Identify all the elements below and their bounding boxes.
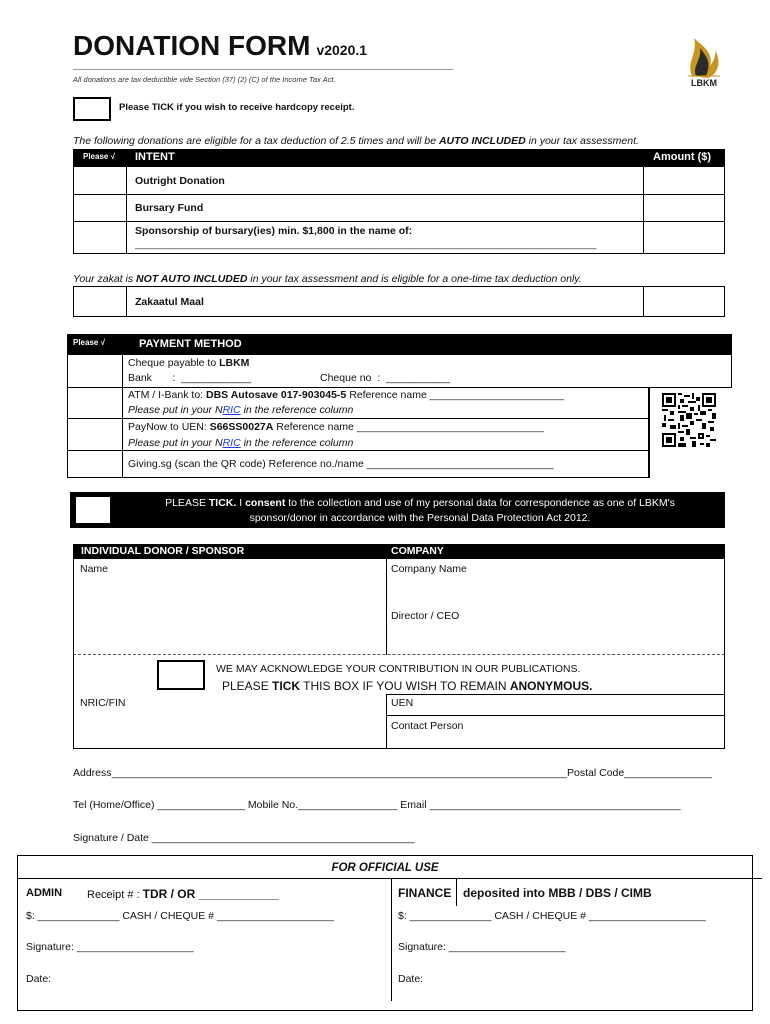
title-divider — [73, 69, 453, 70]
uen-top-border — [386, 694, 725, 695]
consent-pre: PLEASE — [165, 497, 209, 509]
official-use-title: FOR OFFICIAL USE — [331, 862, 439, 874]
paynow-note-link[interactable]: RIC — [222, 437, 241, 449]
logo-text: LBKM — [691, 78, 717, 88]
paynow-note — [128, 437, 353, 449]
finance-label: FINANCE — [398, 886, 452, 900]
nric-input[interactable] — [80, 712, 380, 746]
intent-table-header — [73, 149, 725, 166]
receipt-label: Receipt # : — [87, 889, 143, 901]
payment-row-divider-1 — [67, 418, 649, 419]
payment-col-please: Please √ — [73, 338, 105, 347]
zakat-note-post: in your tax assessment and is eligible for a one-time tax deduction only. — [247, 273, 582, 285]
payment-tick-cheque[interactable] — [68, 355, 121, 387]
intent-tick-outright[interactable] — [74, 167, 125, 193]
finance-date-label: Date: — [398, 973, 424, 985]
cheque-payee: LBKM — [219, 357, 250, 369]
consent-post: to the collection and use of my personal data for correspondence as one of LBKM's — [285, 497, 675, 509]
form-title-text: DONATION FORM — [73, 30, 311, 61]
finance-amount-line[interactable]: $: ______________ CASH / CHEQUE # ____________________ — [398, 910, 706, 922]
company-name-label: Company Name — [391, 563, 467, 575]
director-label: Director / CEO — [391, 610, 460, 622]
consent-text-line2: sponsor/donor in accordance with the Personal Data Protection Act 2012. — [249, 512, 591, 524]
intent-col-amount: Amount ($) — [653, 151, 712, 163]
hardcopy-receipt-label: Please TICK if you wish to receive hardcopy receipt. — [119, 102, 355, 113]
cheque-line — [128, 357, 249, 369]
form-version: v2020.1 — [316, 42, 368, 58]
zakat-note — [73, 273, 582, 285]
atm-note-post: in the reference column — [240, 404, 354, 416]
consent-text-line1 — [120, 497, 720, 509]
company-header: COMPANY — [391, 545, 444, 557]
tel-line[interactable]: Tel (Home/Office) _______________ Mobile No._________________ Email ___________________________________________ — [73, 799, 681, 811]
amount-bursary-input[interactable] — [644, 195, 724, 220]
zakat-label: Zakaatul Maal — [135, 296, 204, 308]
atm-pre: ATM / I-Bank to: — [128, 389, 206, 401]
eligible-note-bold: AUTO INCLUDED — [438, 135, 526, 147]
zakat-amount-input[interactable] — [644, 287, 724, 316]
qr-code-graphic — [662, 393, 716, 447]
admin-label: ADMIN — [26, 887, 63, 899]
form-title — [73, 30, 367, 62]
payment-row-divider-2 — [67, 450, 649, 451]
consent-word: consent — [245, 497, 286, 509]
atm-note-link[interactable]: RIC — [222, 404, 241, 416]
contact-person-input[interactable] — [391, 733, 721, 747]
amount-outright-input[interactable] — [644, 167, 724, 193]
intent-col-intent: INTENT — [135, 151, 175, 163]
intent-col-divider-1 — [126, 166, 127, 254]
payment-qr-divider — [649, 388, 650, 478]
company-name-input[interactable] — [391, 578, 721, 608]
cheque-bank-field[interactable]: Bank : ____________ — [128, 372, 252, 384]
amount-sponsorship-input[interactable] — [644, 222, 724, 253]
admin-signature-line[interactable]: Signature: ____________________ — [26, 941, 194, 953]
donor-name-label: Name — [80, 563, 109, 575]
intent-row-divider-1 — [73, 194, 725, 195]
acknowledge-line2 — [222, 679, 593, 693]
intent-col-please: Please √ — [83, 152, 115, 161]
finance-signature-line[interactable]: Signature: ____________________ — [398, 941, 566, 953]
zakat-note-pre: Your zakat is — [73, 273, 137, 285]
paynow-pre: PayNow to UEN: — [128, 421, 210, 433]
cheque-number-field[interactable]: Cheque no : ___________ — [320, 372, 451, 384]
individual-header: INDIVIDUAL DONOR / SPONSOR — [81, 545, 245, 557]
payment-tick-giving[interactable] — [68, 451, 121, 477]
sponsorship-name-line[interactable]: _______________________________________________________________________________ — [135, 238, 597, 250]
ack-mid: THIS BOX IF YOU WISH TO REMAIN — [300, 679, 510, 693]
consent-tick: TICK. — [208, 497, 237, 509]
payment-tick-atm[interactable] — [68, 389, 121, 417]
official-title-divider — [17, 878, 762, 879]
intent-outright-label: Outright Donation — [135, 175, 225, 187]
intent-sponsorship-label: Sponsorship of bursary(ies) min. $1,800 in the name of: — [135, 225, 413, 237]
address-line[interactable]: Address______________________________________________________________________________Postal Code_______________ — [73, 767, 712, 779]
atm-reference[interactable]: Reference name _______________________ — [346, 389, 565, 401]
nric-label: NRIC/FIN — [80, 697, 126, 709]
receipt-value[interactable]: TDR / OR ____________ — [142, 887, 279, 901]
ack-pre: PLEASE — [222, 679, 273, 693]
intent-tick-bursary[interactable] — [74, 195, 125, 220]
intent-bursary-label: Bursary Fund — [135, 202, 204, 214]
payment-col-title: PAYMENT METHOD — [139, 338, 242, 350]
finance-deposit: deposited into MBB / DBS / CIMB — [463, 886, 652, 900]
anonymous-checkbox[interactable] — [157, 660, 205, 690]
official-col-divider — [391, 878, 392, 1001]
payment-tick-paynow[interactable] — [68, 419, 121, 449]
atm-line — [128, 389, 564, 401]
donor-col-divider-upper — [386, 559, 387, 655]
signature-date-line[interactable]: Signature / Date _____________________________________________ — [73, 832, 415, 844]
intent-tick-sponsorship[interactable] — [74, 222, 125, 253]
payment-col-divider — [122, 354, 123, 478]
uen-bottom-border — [386, 715, 725, 716]
donor-header — [73, 544, 725, 559]
atm-note — [128, 404, 353, 416]
contact-person-label: Contact Person — [391, 720, 464, 732]
paynow-reference[interactable]: Reference name ________________________________ — [273, 421, 544, 433]
zakat-tick[interactable] — [74, 287, 125, 316]
admin-amount-line[interactable]: $: ______________ CASH / CHEQUE # ____________________ — [26, 910, 334, 922]
atm-note-pre: Please put in your N — [128, 404, 223, 416]
eligible-note-pre: The following donations are eligible for a tax deduction of 2.5 times and will be — [73, 135, 439, 147]
admin-date-label: Date: — [26, 973, 52, 985]
giving-line[interactable]: Giving.sg (scan the QR code) Reference no./name ________________________________ — [128, 458, 554, 470]
consent-mid: I — [236, 497, 246, 509]
donor-name-input[interactable] — [80, 578, 380, 650]
donor-col-divider-lower — [386, 694, 387, 749]
zakat-divider-1 — [126, 286, 127, 317]
paynow-line — [128, 421, 544, 433]
receipt-line — [87, 887, 279, 901]
uen-label: UEN — [391, 697, 414, 709]
finance-label-divider — [456, 878, 457, 906]
atm-account: DBS Autosave 017-903045-5 — [206, 389, 347, 401]
ack-anonymous: ANONYMOUS. — [509, 679, 593, 693]
paynow-note-pre: Please put in your N — [128, 437, 223, 449]
cheque-label-pre: Cheque payable to — [128, 357, 220, 369]
giving-qr-code-icon — [662, 393, 716, 447]
paynow-note-post: in the reference column — [240, 437, 354, 449]
lbkm-logo — [684, 32, 724, 90]
payment-header — [67, 334, 732, 354]
paynow-uen: S66SS0027A — [209, 421, 274, 433]
eligible-note — [73, 135, 639, 147]
intent-row-divider-2 — [73, 221, 725, 222]
eligible-note-post: in your tax assessment. — [525, 135, 639, 147]
tax-subtitle: All donations are tax deductible vide Section (37) (2) (C) of the Income Tax Act. — [73, 75, 336, 84]
director-input[interactable] — [391, 625, 721, 651]
consent-checkbox[interactable] — [75, 496, 111, 524]
ack-tick: TICK — [272, 679, 301, 693]
zakat-note-bold: NOT AUTO INCLUDED — [136, 273, 248, 285]
acknowledge-line1: WE MAY ACKNOWLEDGE YOUR CONTRIBUTION IN OUR PUBLICATIONS. — [216, 663, 581, 675]
hardcopy-receipt-checkbox[interactable] — [73, 97, 111, 121]
